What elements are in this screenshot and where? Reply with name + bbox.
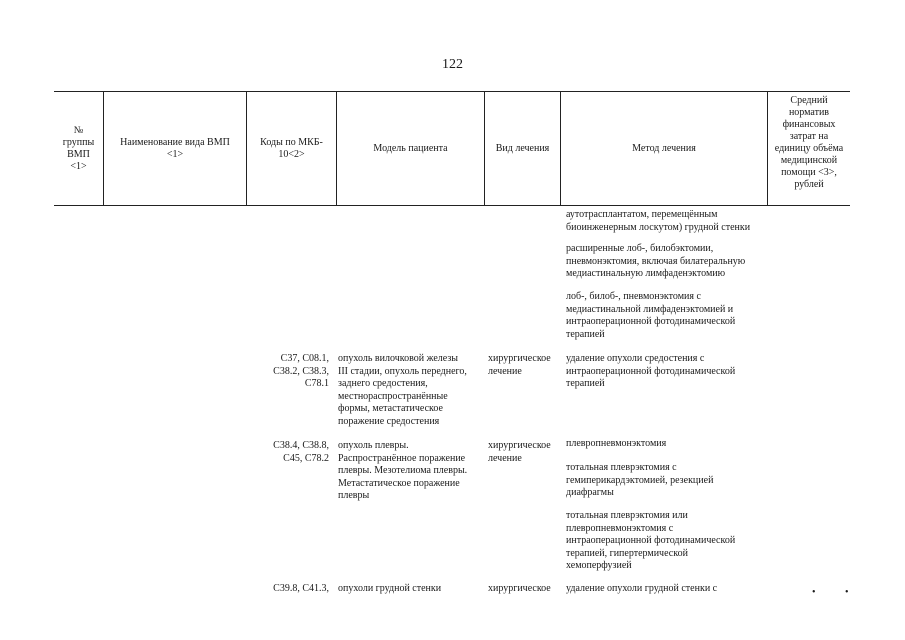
header-cost-standard: Средний норматив финансовых затрат на единицу объёма медицинской помощи <3>, рублей [767, 92, 850, 205]
treatment-type-cell: хирургическое [488, 583, 551, 594]
icd-codes-cell: C38.4, C38.8, C45, C78.2 [273, 440, 329, 464]
page-number: 122 [442, 57, 463, 72]
method-item: плевропневмонэктомия [566, 438, 667, 449]
method-item: удаление опухоли средостения с интраоперационной фотодинамической терапией [566, 353, 736, 389]
margin-mark: • [812, 587, 816, 598]
icd-codes-cell: C39.8, C41.3, [273, 583, 329, 594]
header-treatment-type: Вид лечения [484, 92, 560, 205]
patient-model-cell: опухоль вилочковой железы III стадии, опухоль переднего, заднего средостения, местнораспространённые формы, метастатическое поражение средостения [338, 353, 467, 427]
header-group-number: № группы ВМП <1> [62, 124, 95, 172]
table-header [54, 91, 850, 206]
patient-model-cell: опухоли грудной стенки [338, 583, 442, 594]
header-treatment-method: Метод лечения [560, 92, 767, 205]
method-item: тотальная плеврэктомия с гемиперикардэктомией, резекцией диафрагмы [566, 462, 714, 498]
header-icd-codes: Коды по МКБ- 10<2> [246, 92, 336, 205]
patient-model-cell: опухоль плевры. Распространённое поражение плевры. Мезотелиома плевры. Метастатическое поражение плевры [338, 440, 468, 501]
margin-mark: • [845, 587, 849, 598]
method-item: тотальная плеврэктомия или плевропневмонэктомия с интраоперационной фотодинамической терапией, гипертермической хемоперфузией [566, 510, 736, 571]
header-vmp-type: Наименование вида ВМП <1> [103, 92, 246, 205]
header-patient-model: Модель пациента [336, 92, 484, 205]
treatment-type-cell: хирургическое лечение [488, 440, 551, 464]
method-item: расширенные лоб-, билобэктомии, пневмонэктомия, включая билатеральную медиастинальную лимфаденэктомию [566, 243, 746, 279]
method-item: лоб-, билоб-, пневмонэктомия с медиастинальной лимфаденэктомией и интраоперационной фотодинамической терапией [566, 291, 736, 340]
method-item: удаление опухоли грудной стенки с [566, 583, 718, 594]
method-item: аутотрасплантатом, перемещённым биоинженерным лоскутом) грудной стенки [566, 209, 751, 233]
treatment-type-cell: хирургическое лечение [488, 353, 551, 377]
icd-codes-cell: C37, C08.1, C38.2, C38.3, C78.1 [273, 353, 329, 389]
